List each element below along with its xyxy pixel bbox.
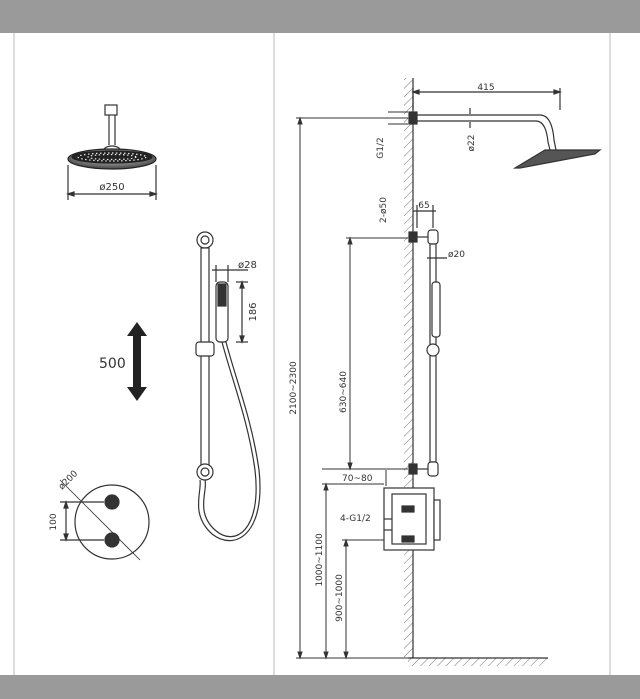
handle-diameter-label: ø28 bbox=[238, 260, 257, 271]
valve-plate-diameter-label: ø200 bbox=[57, 469, 81, 493]
bracket-diameter-label: 2-ø50 bbox=[379, 197, 389, 223]
valve-spacing-label: 100 bbox=[49, 513, 59, 531]
slide-rail-side bbox=[409, 205, 447, 476]
inlet-thread-label: G1/2 bbox=[376, 137, 386, 159]
shower-arm-side bbox=[409, 88, 600, 168]
head-diameter-label: ø250 bbox=[99, 182, 125, 193]
rail-offset-label: 65 bbox=[418, 201, 430, 211]
arm-diameter-label: ø22 bbox=[467, 134, 477, 152]
arm-length-label: 415 bbox=[477, 83, 495, 93]
valve-height-label: 1000~1100 bbox=[315, 533, 325, 587]
valve-plate-view bbox=[60, 480, 149, 560]
rail-diameter-label: ø20 bbox=[448, 250, 465, 260]
slide-travel-label: 500 bbox=[99, 356, 126, 372]
wall-offset-label: 70~80 bbox=[342, 474, 373, 484]
slide-rail-view bbox=[196, 232, 260, 541]
bracket-spacing-label: 630~640 bbox=[339, 371, 349, 413]
valve-box-side bbox=[384, 488, 440, 550]
travel-arrow-icon bbox=[127, 322, 147, 401]
vertical-dims bbox=[296, 118, 408, 658]
total-height-label: 2100~2300 bbox=[289, 361, 299, 415]
valve-threads-label: 4-G1/2 bbox=[340, 514, 371, 524]
lower-height-label: 900~1000 bbox=[335, 574, 345, 622]
handle-length-label: 186 bbox=[248, 302, 259, 322]
panel-borders bbox=[14, 33, 610, 675]
